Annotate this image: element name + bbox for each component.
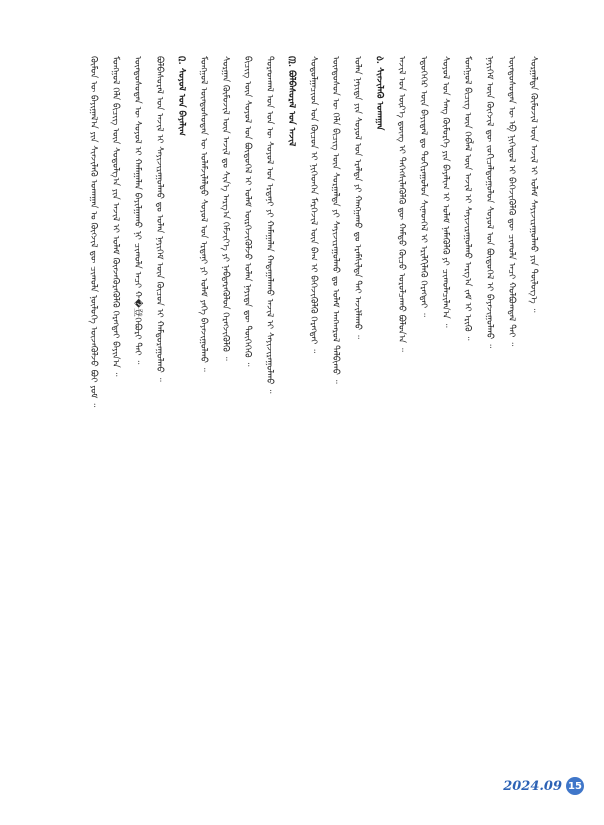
text-column: ᠣᠯᠠᠨ ᠨᠡᠶᠢᠲᠡ ᠶᠢᠨ ᠰᠤᠶᠤᠯ ᠤᠨ ᠡᠷᠡᠯᠲᠡ ᠶᠢ ᠬᠠᠩᠭᠠᠬᠤ ᠳᠤ ᠡᠷᠡᠮᠰᠢᠯᠲᠡ ᠲᠠᠢ ᠠᠵᠢᠯᠯᠠᠬᠤ ᠃ [352,56,362,339]
page-footer [503,777,584,795]
text-column: ᠰᠤᠷᠭᠠᠯᠲᠠ ᠬᠦᠮᠦᠵᠢᠯ ᠦᠨ ᠠᠵᠢᠯ ᠢ ᠤᠯᠠᠮ ᠰᠠᠶᠢᠵᠢᠷᠠᠭᠤᠯᠬᠤ ᠶᠢᠨ ᠲᠥᠯᠥᠭ᠎ᠡ ᠃ [528,56,538,313]
text-column: ᠮᠣᠩᠭᠣᠯ ᠬᠡᠯᠡ ᠪᠢᠴᠢᠭ ᠦᠨ ᠰᠤᠳᠤᠯᠭ᠎ᠠ ᠶᠢᠨ ᠠᠵᠢᠯ ᠢ ᠤᠯᠠᠮ ᠭᠦᠨᠵᠡᠭᠦᠷᠡᠭᠦᠯᠬᠦ ᠬᠡᠷᠡᠭᠲᠡᠢ ᠪᠠᠶᠢᠨ᠎ᠠ ᠃ [110,56,120,377]
text-column: ᠡᠳ᠋ᠦᠭᠡᠭᠡᠷ ᠦᠨ ᠪᠠᠶᠢᠳᠠᠯ ᠳᠤ ᠲᠣᠬᠢᠷᠠᠭᠤᠯᠤᠨ ᠰᠢᠨᠡᠳᠭᠡᠯ ᠢ ᠡᠷᠢᠯᠬᠢᠯᠡᠬᠦ ᠬᠡᠷᠡᠭᠲᠡᠢ ᠃ [418,56,428,317]
text-column: ᠨᠡᠶᠢᠭᠡᠮ ᠦᠨ ᠬᠥᠭᠵᠢᠯ ᠳᠦ ᠵᠣᠬᠢᠴᠠᠯᠳᠤᠭᠤᠯᠤᠨ ᠰᠤᠶᠤᠯ ᠤᠨ ᠪᠦᠲᠦᠭᠡᠯ ᠢ ᠪᠠᠶᠠᠵᠢᠭᠤᠯᠬᠤ ᠃ [484,56,494,349]
text-column: ᠮᠣᠩᠭᠣᠯ ᠪᠢᠴᠢᠭ ᠦᠨ ᠬᠡᠪᠯᠡᠯ ᠦᠨ ᠠᠵᠢᠯ ᠢ ᠰᠠᠶᠢᠵᠢᠷᠠᠭᠤᠯᠬᠤ ᠠᠷᠭ᠎ᠠ ᠵᠠᠮ ᠢ ᠡᠷᠢᠬᠦ ᠃ [462,56,472,341]
text-column: ᠰᠤᠳᠤᠯᠭᠠᠴᠢᠳ ᠤᠨ ᠬᠦᠴᠦᠨ ᠢ ᠨᠢᠭᠡᠳᠭᠡᠨ ᠮᠡᠷᠭᠡᠵᠢᠯ ᠦᠨ ᠪᠠᠭ ᠢ ᠪᠡᠬᠡᠵᠢᠭᠦᠯᠬᠦ ᠬᠡᠷᠡᠭᠲᠡᠢ ᠃ [308,56,318,353]
issue-label: 2024.09 [503,778,562,794]
text-column: ᠮᠣᠩᠭᠣᠯ ᠦᠨᠳᠦᠰᠦᠲᠡᠨ ᠦ ᠤᠯᠠᠮᠵᠢᠯᠠᠯᠲᠤ ᠰᠣᠶᠣᠯ ᠤᠨ ᠡᠷᠳᠡᠨᠢ ᠶᠢ ᠤᠯᠠᠮ ᠶᠡᠬᠡ ᠪᠠᠶᠠᠵᠢᠭᠤᠯᠬᠤ ᠃ [198,56,208,372]
text-column: ᠪᠢᠴᠢᠭ ᠦᠨ ᠰᠤᠶᠤᠯ ᠤᠨ ᠪᠦᠲᠦᠭᠡᠯ ᠢ ᠤᠯᠠᠮ ᠦᠷᠭᠡᠵᠢᠭᠦᠯᠵᠦ ᠣᠯᠠᠨ ᠨᠡᠶᠢᠲᠡ ᠳᠦ ᠲᠦᠭᠡᠭᠡᠬᠦ ᠃ [242,56,252,367]
section-heading: ᠔. ᠰᠢᠨᠵᠢᠯᠡᠬᠦ ᠤᠬᠠᠭᠠᠨ [374,56,384,131]
page-number-badge: 15 [566,777,584,795]
text-column: ᠦᠨᠳᠦᠰᠦᠨ ᠦ ᠬᠡᠯᠡ ᠪᠢᠴᠢᠭ ᠦᠨ ᠰᠤᠷᠭᠠᠯᠲᠠ ᠶᠢ ᠰᠠᠶᠢᠵᠢᠷᠠᠭᠤᠯᠬᠤ ᠳᠤ ᠤᠯᠠᠮ ᠠᠩᠬᠠᠷᠤᠯ ᠲᠠᠯᠪᠢᠬᠤ ᠃ [330,56,340,384]
text-column: ᠳᠤᠷᠠᠳᠬᠠᠯ ᠤᠨ ᠡᠳ ᠦ ᠰᠤᠶᠤᠯ ᠤᠨ ᠡᠷᠳᠡᠨᠢ ᠶᠢ ᠬᠠᠮᠠᠭᠠᠯᠠᠨ ᠬᠠᠳᠠᠭᠠᠯᠠᠬᠤ ᠠᠵᠢᠯ ᠢ ᠰᠠᠶᠢᠵᠢᠷᠠᠭᠤᠯᠬᠤ ᠃ [264,56,274,394]
text-column: ᠬᠥᠮᠦᠨ ᠦ ᠪᠠᠶᠢᠭᠠᠯ᠎ᠠ ᠶᠢᠨ ᠰᠢᠨᠵᠢᠯᠡᠬᠦ ᠤᠬᠠᠭᠠᠨ ᠤ ᠬᠥᠭᠵᠢᠯ ᠳᠦ ᠴᠢᠬᠤᠯᠠ ᠨᠥᠯᠦᠭᠡ ᠦᠵᠡᠭᠦᠯᠵᠦ ᠪᠣᠢ ᠶᠤᠮ ᠃ [88,56,98,408]
text-column: ᠰᠤᠷᠭᠠᠨ ᠬᠦᠮᠦᠵᠢᠯ ᠦᠨ ᠠᠵᠢᠯ ᠳᠤ ᠰᠢᠨ᠎ᠡ ᠠᠷᠭ᠎ᠠ ᠬᠡᠮᠵᠢᠶ᠎ᠡ ᠶᠢ ᠨᠡᠪᠲᠡᠷᠡᠭᠦᠯᠦᠨ ᠬᠡᠷᠡᠭᠵᠢᠭᠦᠯᠬᠦ ᠃ [220,56,230,361]
section-heading: ᠓. ᠪᠣᠯᠪᠠᠰᠤᠷᠠᠯ ᠤᠨ ᠠᠵᠢᠯ [286,56,296,147]
text-column: ᠪᠣᠯᠪᠠᠰᠤᠷᠠᠯ ᠤᠨ ᠠᠵᠢᠯ ᠢ ᠰᠠᠶᠢᠵᠢᠷᠠᠭᠤᠯᠬᠤ ᠳᠤ ᠣᠯᠠᠨ ᠨᠡᠶᠢᠭᠡᠮ ᠦᠨ ᠬᠦᠴᠦᠨ ᠢ ᠬᠠᠮᠲᠤᠷᠠᠭᠤᠯᠬᠤ ᠃ [154,56,164,382]
text-column: ᠰᠤᠶᠤᠯ ᠤᠨ ᠰᠠᠩ ᠬᠥᠮᠥᠷᠭᠡ ᠶᠢᠨ ᠪᠠᠶᠠᠯᠢᠭ ᠢ ᠤᠯᠠᠮ ᠨᠡᠮᠡᠭᠦᠯᠬᠦ ᠶᠢ ᠴᠢᠬᠤᠯᠠᠴᠢᠯᠠᠨ᠎ᠠ ᠃ [440,56,450,328]
section-heading: ᠒. ᠰᠤᠶᠤᠯ ᠤᠨ ᠪᠠᠶᠠᠯᠢᠭ [176,56,186,136]
text-column: ᠦᠨᠳᠦᠰᠦᠲᠡᠨ ᠦ ᠡᠪ ᠨᠢᠭᠡᠳᠦᠯ ᠢ ᠪᠡᠬᠡᠵᠢᠭᠦᠯᠬᠦ ᠳᠦ ᠴᠢᠬᠤᠯᠠ ᠠᠴᠢ ᠬᠣᠯᠪᠣᠭᠳᠠᠯ ᠲᠠᠢ ᠃ [506,56,516,347]
text-column: ᠦᠨᠳᠦᠰᠦᠲᠡᠨ ᠦ ᠰᠣᠶᠣᠯ ᠢ ᠬᠠᠮᠠᠭᠠᠯᠠᠨ ᠪᠠᠶᠢᠯᠭᠠᠬᠤ ᠨᠢ ᠴᠢᠬᠤᠯᠠ ᠠᠴᠢ ᠬ�登ᠭᠡᠪᠦᠷᠢ ᠲᠠᠢ ᠃ [132,56,142,365]
text-column: ᠠᠵᠢᠯ ᠤᠨ ᠦᠷ᠎ᠡ ᠳ᠋ᠦᠩ ᠢ ᠳᠡᠭᠡᠭᠰᠢᠯᠡᠭᠦᠯᠬᠦ ᠳᠦ ᠬᠠᠮᠲᠤ ᠬᠦᠴᠦ ᠣᠷᠣᠯᠴᠠᠬᠤ ᠪᠣᠯᠤᠨ᠎ᠠ ᠃ [396,56,406,352]
